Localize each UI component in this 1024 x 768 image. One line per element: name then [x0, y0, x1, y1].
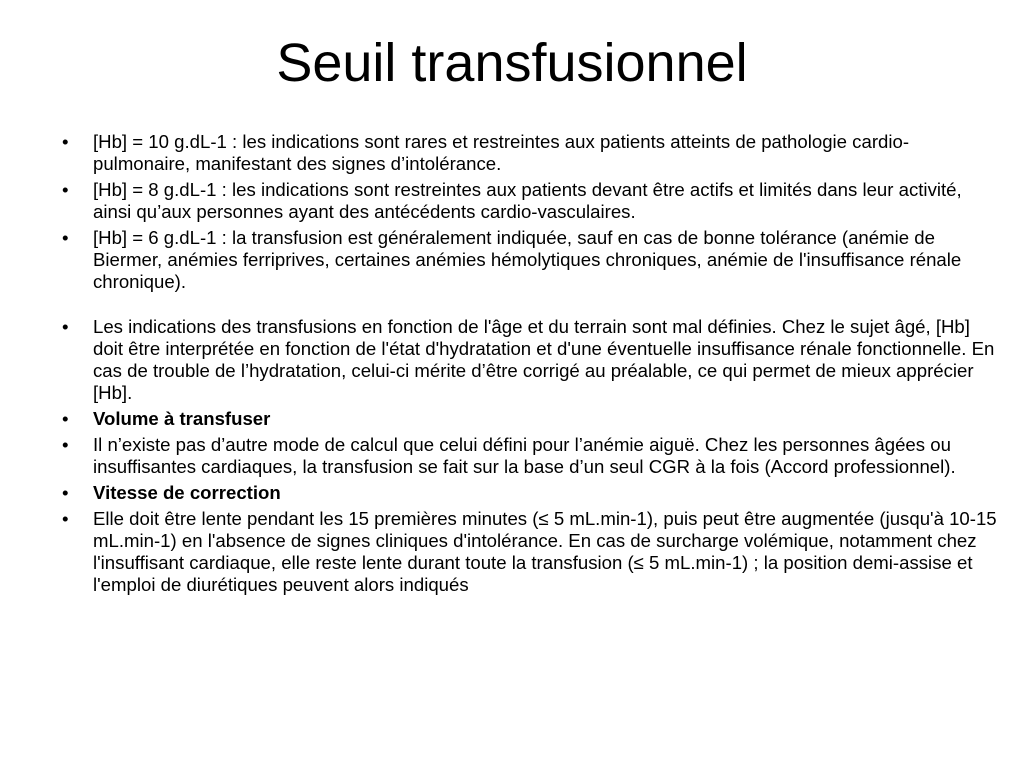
bullet-heading-text: Vitesse de correction [93, 482, 281, 503]
bullet-item-hb-8 [62, 179, 1002, 223]
bullet-item-volume-body [62, 434, 1002, 478]
bullet-heading-text: Volume à transfuser [93, 408, 271, 429]
bullet-dot-icon: • [62, 131, 69, 152]
bullet-text: Les indications des transfusions en fonction de l'âge et du terrain sont mal définies. Chez le sujet âgé, [Hb] doit être interprétée en fonction de l'état d'hydratation et d'une éventuelle insuffisance rénale fonctionnelle. En cas de trouble de l’hydratation, celui-ci mérite d’être corrigé au préalable, ce qui permet de mieux apprécier [Hb]. [93, 316, 995, 403]
bullet-dot-icon: • [62, 508, 69, 529]
bullet-item-hb-6 [62, 227, 1002, 293]
bullet-item-hb-10 [62, 131, 1002, 175]
bullet-text: [Hb] = 10 g.dL-1 : les indications sont rares et restreintes aux patients atteints de pathologie cardio-pulmonaire, manifestant des signes d’intolérance. [93, 131, 910, 174]
bullet-text: [Hb] = 8 g.dL-1 : les indications sont restreintes aux patients devant être actifs et limités dans leur activité, ainsi qu’aux personnes ayant des antécédents cardio-vasculaires. [93, 179, 962, 222]
bullet-dot-icon: • [62, 482, 69, 503]
bullet-text: Elle doit être lente pendant les 15 premières minutes (≤ 5 mL.min-1), puis peut être augmentée (jusqu'à 10-15 mL.min-1) en l'absence de signes cliniques d'intolérance. En cas de surcharge volémique, notamment chez l'insuffisant cardiaque, elle reste lente durant toute la transfusion (≤ 5 mL.min-1) ; la position demi-assise et l'emploi de diurétiques peuvent alors indiqués [93, 508, 997, 595]
bullet-item-age-terrain [62, 316, 1002, 404]
bullet-dot-icon: • [62, 408, 69, 429]
bullet-item-speed-heading [62, 482, 1002, 504]
bullet-dot-icon: • [62, 434, 69, 455]
bullet-list [62, 131, 1002, 600]
bullet-item-speed-body [62, 508, 1002, 596]
bullet-text: Il n’existe pas d’autre mode de calcul que celui défini pour l’anémie aiguë. Chez les personnes âgées ou insuffisantes cardiaques, la transfusion se fait sur la base d’un seul CGR à la fois (Accord professionnel). [93, 434, 956, 477]
slide-title: Seuil transfusionnel [276, 33, 748, 93]
bullet-text: [Hb] = 6 g.dL-1 : la transfusion est généralement indiquée, sauf en cas de bonne tolérance (anémie de Biermer, anémies ferriprives, certaines anémies hémolytiques chroniques, anémie de l'insuffisance rénale chronique). [93, 227, 962, 292]
bullet-dot-icon: • [62, 227, 69, 248]
bullet-dot-icon: • [62, 316, 69, 337]
bullet-item-volume-heading [62, 408, 1002, 430]
bullet-dot-icon: • [62, 179, 69, 200]
